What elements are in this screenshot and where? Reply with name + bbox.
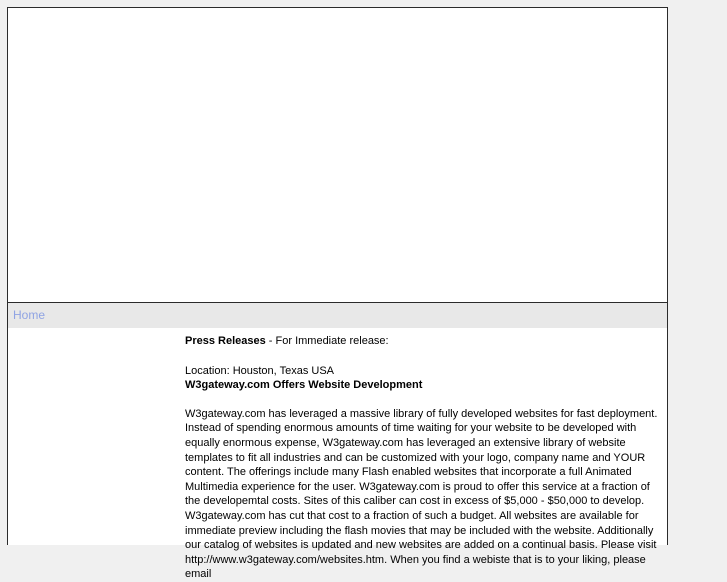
- location-line: Location: Houston, Texas USA: [185, 364, 334, 377]
- press-releases-label: Press Releases: [185, 335, 266, 347]
- press-release-heading: [185, 334, 668, 349]
- press-release-title: W3gateway.com Offers Website Development: [185, 379, 423, 392]
- page-frame: [7, 7, 668, 581]
- home-link[interactable]: Home: [13, 308, 46, 322]
- banner-placeholder: [8, 8, 667, 303]
- nav-bar: [8, 303, 667, 328]
- press-release-subheading: - For Immediate release:: [265, 335, 389, 347]
- press-release-content: [185, 328, 668, 582]
- press-release-body: W3gateway.com has leveraged a massive library of fully developed websites for fast deployment. Instead of spending enormous amounts of time waiting for your website to be developed with equally enormous expense, W3gateway.com has leveraged an extensive library of website templates to fit all industries and can be customized with your logo, company name and YOUR content. The offerings include many Flash enabled websites that incorporate a full Animated Multimedia experience for the user. W3gateway.com is proud to offer this service at a fraction of the developemtal costs. Sites of this caliber can cost in excess of $5,000 - $50,000 to develop. W3gateway.com has cut that cost to a fraction of such a budget. All websites are available for immediate preview including the flash movies that may be included with the website. Additionally our catalog of websites is updated and new websites are added on a continual basis. Please visit http://www.w3gateway.com/websites.htm. When you find a webiste that is to your liking, please email: [185, 407, 658, 581]
